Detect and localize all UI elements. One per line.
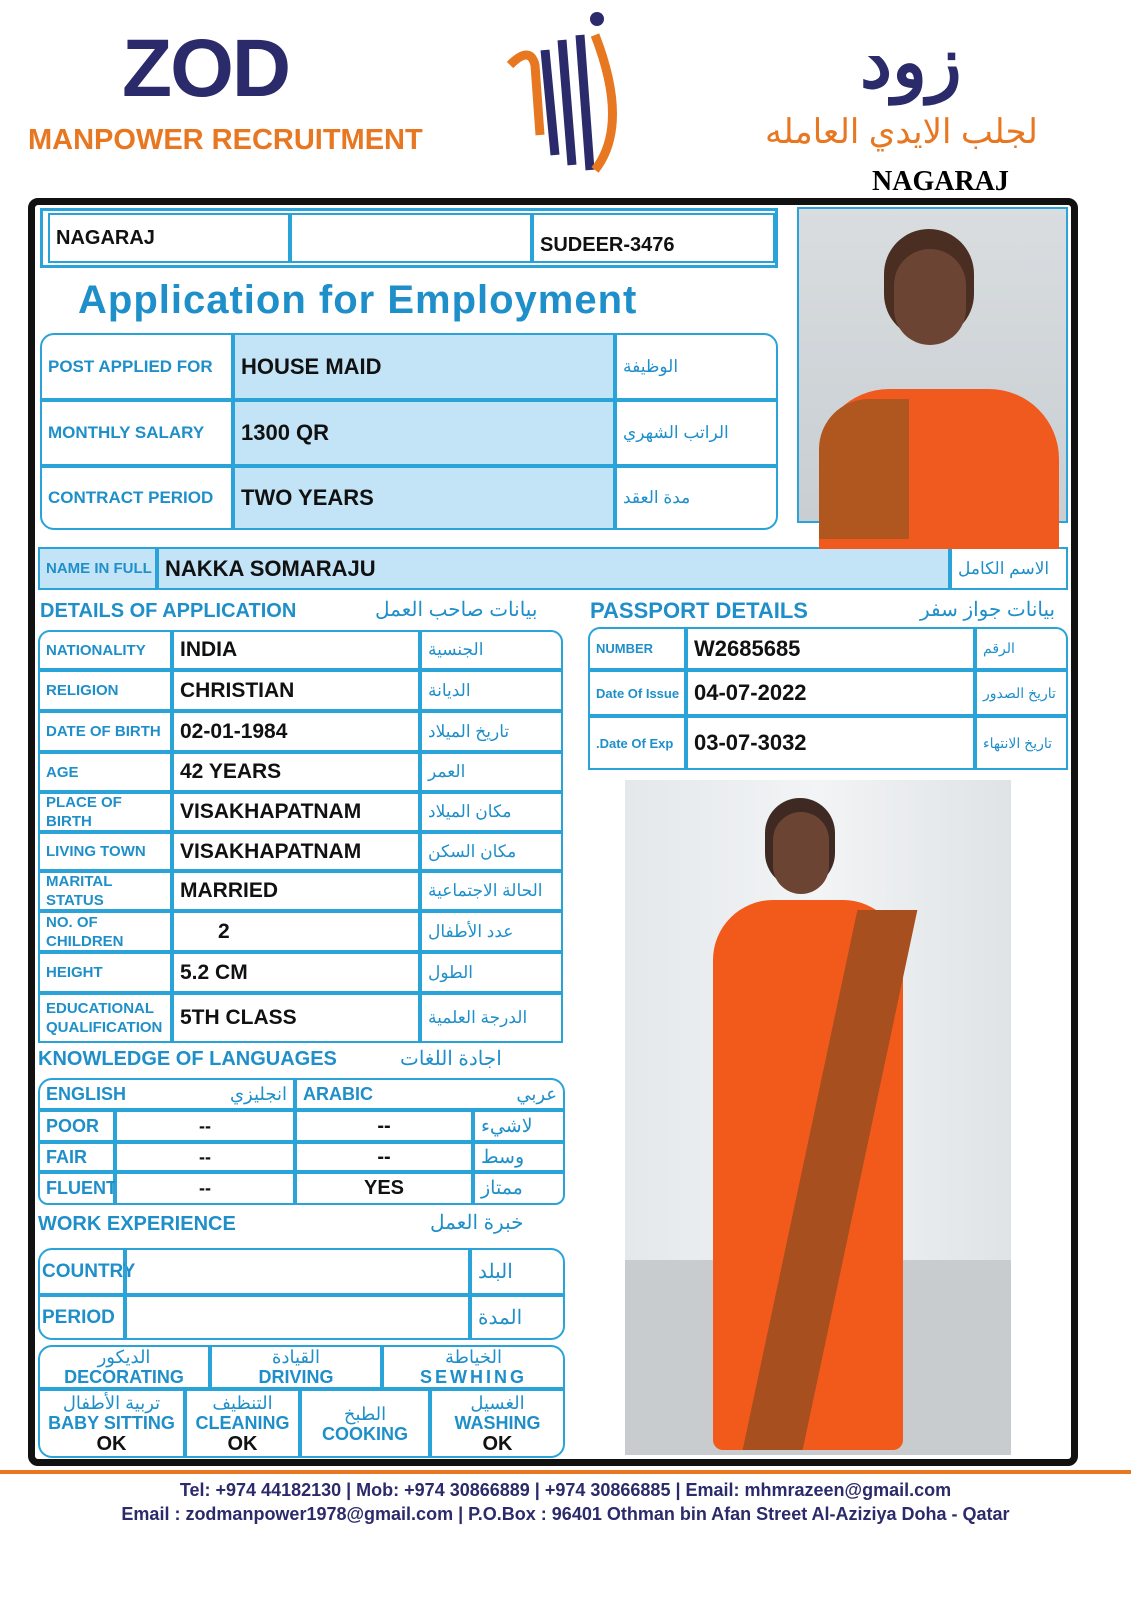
details-arabic	[420, 711, 563, 752]
details-label	[38, 792, 172, 832]
post-arabic	[615, 333, 778, 400]
language-arabic-text: ARABIC	[303, 1083, 373, 1104]
post-arabic	[615, 466, 778, 530]
passport-arabic	[975, 627, 1068, 670]
post-value-text: TWO YEARS	[241, 485, 374, 510]
details-heading: DETAILS OF APPLICATION	[40, 600, 297, 622]
details-label-text: AGE	[46, 763, 79, 781]
post-arabic-text: الراتب الشهري	[623, 423, 729, 442]
footer-address: Email : zodmanpower1978@gmail.com | P.O.Box : 96401 Othman bin Afan Street Al-Aziziya Doha - Qatar	[121, 1504, 1010, 1524]
skill-decorating-label: DECORATING	[64, 1367, 184, 1387]
details-arabic-text: عدد الأطفال	[428, 921, 514, 941]
details-label-text: DATE OF BIRTH	[46, 723, 161, 740]
details-value	[172, 792, 420, 832]
skill-washing-arabic: الغسيل	[470, 1392, 525, 1413]
brand-subtitle-arabic: لجلب الايدي العامله	[765, 113, 1038, 151]
language-level-arabic-text: لاشيء	[481, 1115, 533, 1137]
skill-sewhing-label: SEWHING	[419, 1367, 527, 1387]
language-english-arabic: انجليزي	[229, 1083, 287, 1104]
passport-value	[686, 627, 975, 670]
details-arabic-text: العمر	[428, 762, 466, 781]
work-label-text: PERIOD	[42, 1306, 115, 1328]
skill-washing-status: OK	[482, 1432, 513, 1455]
skill-baby-sitting-status: OK	[96, 1432, 127, 1455]
details-arabic	[420, 993, 563, 1043]
brand-subtitle: MANPOWER RECRUITMENT	[28, 124, 423, 156]
name-arabic	[950, 547, 1068, 590]
skill-baby-sitting-arabic: تربية الأطفال	[62, 1392, 161, 1413]
details-arabic-text: مكان الميلاد	[428, 802, 512, 821]
name-value	[157, 547, 950, 590]
post-label-text: CONTRACT PERIOD	[48, 488, 214, 507]
passport-value	[686, 670, 975, 716]
passport-label	[588, 627, 686, 670]
details-label	[38, 630, 172, 670]
skill-sewhing	[382, 1345, 565, 1389]
details-label-text: NO. OF CHILDREN	[46, 913, 124, 950]
language-level	[38, 1172, 115, 1205]
details-arabic	[420, 752, 563, 792]
skill-cooking	[300, 1389, 430, 1458]
details-value-text: 02-01-1984	[180, 719, 288, 743]
english-level-value-text: --	[199, 1115, 211, 1136]
candidate-tag: NAGARAJ	[872, 166, 1009, 197]
language-level	[38, 1110, 115, 1142]
details-value	[172, 871, 420, 911]
passport-label-text: Date Of Issue	[596, 685, 680, 701]
skill-driving-arabic: القيادة	[272, 1347, 320, 1367]
details-label-text: EDUCATIONAL QUALIFICATION	[46, 1000, 163, 1036]
post-value-text: HOUSE MAID	[241, 353, 382, 379]
passport-arabic-text: تاريخ الصدور	[983, 684, 1056, 701]
languages-heading: KNOWLEDGE OF LANGUAGES	[38, 1048, 337, 1070]
brand-logo: ZOD	[122, 23, 290, 114]
details-arabic	[420, 832, 563, 871]
details-value-text: VISAKHAPATNAM	[180, 800, 362, 823]
post-label	[40, 400, 233, 466]
english-level-value-text: --	[199, 1146, 211, 1167]
arabic-level-value-text: YES	[363, 1177, 405, 1199]
skill-cleaning	[185, 1389, 300, 1458]
language-level-arabic-text: وسط	[481, 1146, 525, 1168]
language-level-arabic	[473, 1142, 565, 1172]
work-value	[125, 1295, 470, 1340]
language-level-arabic	[473, 1110, 565, 1142]
name-value-text: NAKKA SOMARAJU	[165, 555, 376, 581]
name-label-text: NAME IN FULL	[46, 560, 152, 577]
details-value-text: CHRISTIAN	[180, 678, 295, 702]
details-label	[38, 711, 172, 752]
details-value	[172, 752, 420, 792]
details-arabic	[420, 871, 563, 911]
details-value	[172, 952, 420, 993]
details-label	[38, 832, 172, 871]
name-arabic-text: الاسم الكامل	[958, 558, 1050, 578]
passport-heading: PASSPORT DETAILS	[590, 598, 808, 623]
details-value-text: INDIA	[180, 638, 238, 661]
details-label	[38, 670, 172, 711]
passport-label	[588, 670, 686, 716]
name-label	[38, 547, 157, 590]
details-arabic-text: الدرجة العلمية	[428, 1008, 528, 1027]
passport-heading-arabic: بيانات جواز سفر	[920, 599, 1056, 621]
top-code-text: SUDEER-3476	[540, 233, 675, 256]
passport-label	[588, 716, 686, 770]
post-arabic-text: مدة العقد	[623, 488, 691, 507]
post-value	[233, 466, 615, 530]
passport-label-text: NUMBER	[596, 641, 654, 656]
skill-sewhing-arabic: الخياطة	[445, 1347, 502, 1367]
arabic-level-value	[295, 1110, 473, 1142]
post-label-text: POST APPLIED FOR	[48, 356, 213, 376]
details-value-text: 5TH CLASS	[180, 1006, 297, 1029]
details-value-text: MARRIED	[180, 879, 278, 902]
details-value	[172, 832, 420, 871]
passport-arabic	[975, 670, 1068, 716]
languages-heading-arabic: اجادة اللغات	[400, 1048, 502, 1070]
post-value	[233, 400, 615, 466]
skill-washing-label: WASHING	[454, 1412, 541, 1433]
footer-divider	[0, 1470, 1131, 1474]
language-english-text: ENGLISH	[46, 1083, 127, 1104]
language-level-arabic	[473, 1172, 565, 1205]
skill-cleaning-status: OK	[227, 1432, 258, 1455]
passport-arabic-text: الرقم	[983, 640, 1015, 656]
arabic-level-value-text: --	[377, 1145, 391, 1168]
passport-arabic-text: تاريخ الانتهاء	[983, 734, 1053, 751]
english-level-value	[115, 1110, 295, 1142]
work-arabic-text: البلد	[478, 1261, 513, 1283]
skill-decorating-arabic: الديكور	[97, 1347, 151, 1367]
english-level-value-text: --	[199, 1178, 211, 1198]
details-arabic	[420, 670, 563, 711]
passport-label-text: .Date Of Exp	[596, 735, 674, 751]
post-arabic-text: الوظيفة	[623, 356, 679, 376]
passport-value	[686, 716, 975, 770]
portrait-photo	[797, 207, 1068, 523]
details-label-text: RELIGION	[46, 682, 119, 699]
language-level-text: FAIR	[46, 1146, 88, 1167]
language-level-text: FLUENT	[46, 1178, 117, 1198]
passport-arabic	[975, 716, 1068, 770]
english-level-value	[115, 1172, 295, 1205]
details-label	[38, 911, 172, 952]
language-level-arabic-text: ممتاز	[481, 1178, 523, 1199]
arabic-level-value	[295, 1172, 473, 1205]
footer-contact: Tel: +974 44182130 | Mob: +974 30866889 | +974 30866885 | Email: mhmrazeen@gmail.com	[179, 1480, 952, 1500]
details-label	[38, 871, 172, 911]
details-value	[172, 711, 420, 752]
details-value	[172, 993, 420, 1043]
details-value-text: 5.2 CM	[180, 960, 248, 984]
arabic-level-value	[295, 1142, 473, 1172]
arabic-level-value-text: --	[377, 1114, 391, 1137]
details-arabic-text: الطول	[428, 962, 473, 982]
work-arabic	[470, 1248, 565, 1295]
full-body-photo	[625, 780, 1011, 1455]
details-arabic	[420, 792, 563, 832]
details-label	[38, 993, 172, 1043]
details-value	[172, 630, 420, 670]
post-label	[40, 466, 233, 530]
details-arabic-text: الديانة	[428, 680, 471, 700]
details-label-text: LIVING TOWN	[46, 843, 146, 860]
details-arabic-text: تاريخ الميلاد	[428, 721, 510, 741]
work-label	[38, 1295, 125, 1340]
work-arabic-text: المدة	[478, 1307, 523, 1329]
work-arabic	[470, 1295, 565, 1340]
post-label-text: MONTHLY SALARY	[48, 423, 205, 442]
details-arabic	[420, 630, 563, 670]
skill-driving	[210, 1345, 382, 1389]
details-label-text: MARITAL STATUS	[46, 873, 113, 909]
skill-cooking-arabic: الطبخ	[343, 1403, 387, 1424]
post-label	[40, 333, 233, 400]
details-heading-arabic: بيانات صاحب العمل	[375, 599, 538, 621]
work-value	[125, 1248, 470, 1295]
form-title: Application for Employment	[78, 278, 638, 322]
language-level-text: POOR	[46, 1115, 100, 1136]
skill-cleaning-label: CLEANING	[195, 1412, 290, 1433]
work-heading: WORK EXPERIENCE	[38, 1213, 236, 1235]
details-arabic	[420, 911, 563, 952]
top-code	[532, 213, 775, 263]
logo-emblem-icon	[500, 5, 630, 175]
language-arabic-arabic: عربي	[516, 1083, 557, 1104]
passport-value-text: 04-07-2022	[694, 680, 807, 705]
details-arabic	[420, 952, 563, 993]
details-value-text: VISAKHAPATNAM	[180, 839, 362, 863]
top-name	[48, 213, 290, 263]
details-value	[172, 670, 420, 711]
skill-decorating	[38, 1345, 210, 1389]
details-label-text: NATIONALITY	[46, 641, 146, 659]
skill-driving-label: DRIVING	[258, 1367, 334, 1387]
work-heading-arabic: خبرة العمل	[430, 1212, 524, 1234]
details-value-text: 2	[218, 919, 230, 943]
details-value-text: 42 YEARS	[180, 760, 282, 783]
details-arabic-text: الجنسية	[428, 640, 484, 659]
work-label	[38, 1248, 136, 1295]
language-arabic	[295, 1078, 565, 1110]
details-label	[38, 952, 172, 993]
details-arabic-text: مكان السكن	[428, 841, 517, 861]
skill-cooking-label: COOKING	[321, 1423, 408, 1444]
language-level	[38, 1142, 115, 1172]
skill-baby-sitting-label: BABY SITTING	[48, 1412, 175, 1433]
top-middle	[290, 213, 532, 263]
details-label-text: PLACE OF BIRTH	[46, 794, 122, 830]
post-value-text: 1300 QR	[241, 420, 330, 445]
details-label-text: HEIGHT	[46, 964, 103, 981]
language-english	[38, 1078, 295, 1110]
skill-cleaning-arabic: التنظيف	[212, 1392, 273, 1413]
work-label-text: COUNTRY	[42, 1260, 136, 1282]
details-arabic-text: الحالة الاجتماعية	[428, 881, 543, 900]
post-arabic	[615, 400, 778, 466]
top-name-text: NAGARAJ	[56, 226, 155, 249]
skill-baby-sitting	[38, 1389, 185, 1458]
post-value	[233, 333, 615, 400]
brand-logo-arabic: زود	[860, 23, 962, 103]
skill-washing	[430, 1389, 565, 1458]
passport-value-text: W2685685	[694, 635, 801, 661]
passport-value-text: 03-07-3032	[694, 730, 807, 755]
english-level-value	[115, 1142, 295, 1172]
details-label	[38, 752, 172, 792]
details-value	[172, 911, 420, 952]
